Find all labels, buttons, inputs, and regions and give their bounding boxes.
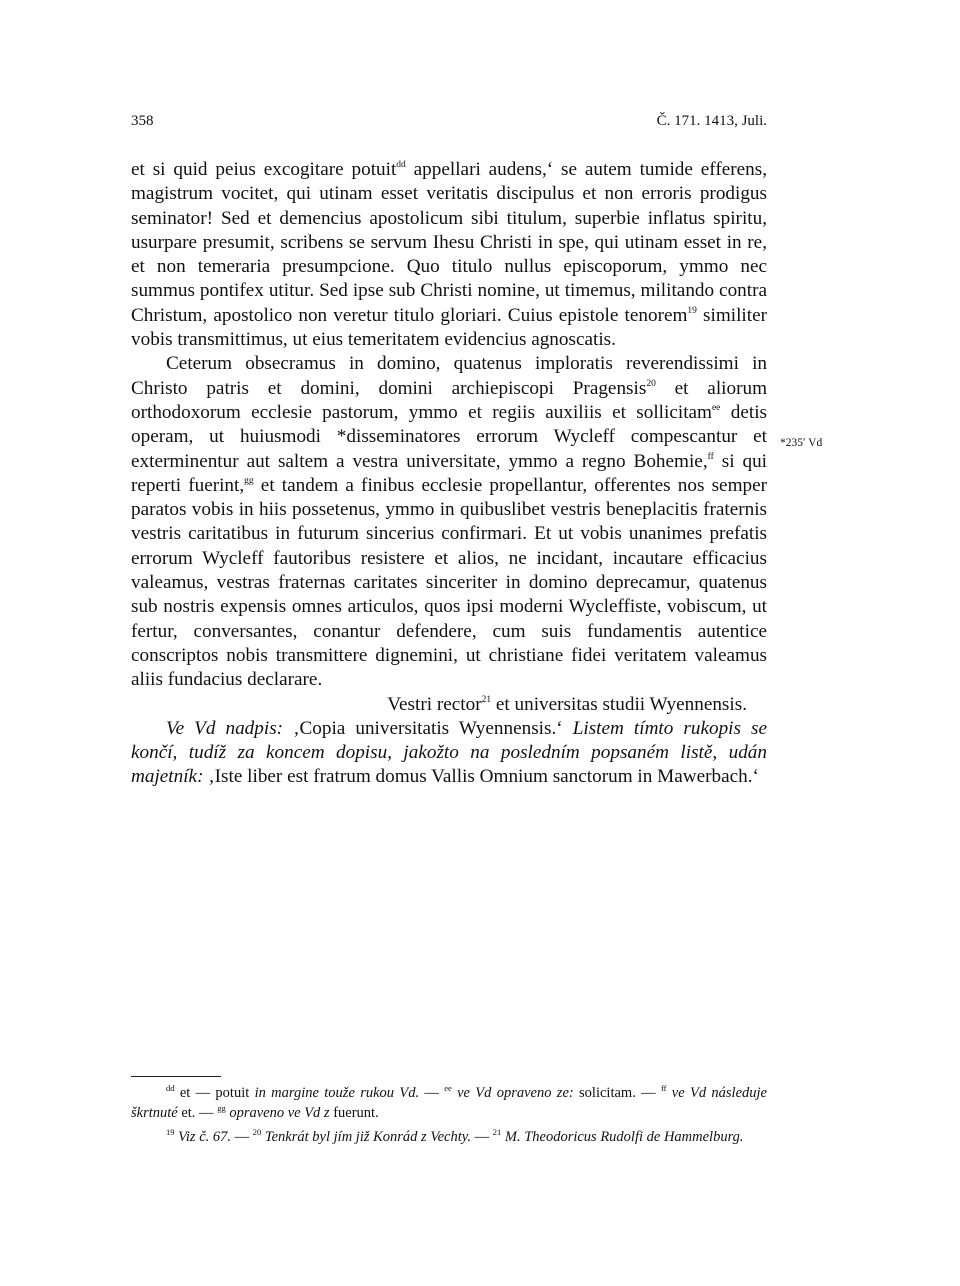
footnotes: [131, 1083, 767, 1147]
italic-run: ve Vd následuje škrtnuté: [131, 1085, 767, 1121]
page-number: 358: [131, 113, 154, 129]
footnote-mark: ff: [707, 451, 714, 462]
text-run: similiter vobis transmittimus, ut eius temeritatem evidencius agnoscatis.: [131, 304, 767, 351]
running-header: [131, 113, 767, 137]
footnote-rule: [131, 1076, 221, 1077]
main-text: [131, 158, 767, 790]
text-run: et. —: [177, 1105, 218, 1121]
footnote-mark: ee: [444, 1083, 452, 1093]
footnote-mark: 20: [646, 378, 656, 389]
text-run: detis operam, ut huiusmodi *disseminatores errorum Wycleff compescantur et exterminentur aut saltem a vestra universitate, ymmo a regno Bohemie,: [131, 401, 767, 472]
text-run: et tandem a finibus ecclesie propellantur, offerentes nos semper paratos vobis in hiis possetenus, ymmo in quibuslibet vestris beneplacitis fraternis vestris caritatibus in futurum sincerius confirmari. Et ut vobis unanimes prefatis errorum Wycleff fautoribus resistere et alios, ne incidant, incautare efficacius valeamus, vestras fraternas caritates sinceriter in domino deprecamur, quatenus sub nostris expensis omnes articulos, quos ipsi moderni Wycleffiste, vobiscum, ut fertur, conversantes, conantur defendere, cum suis fundamentis autentice conscriptos nobis transmittere dignemini, ut christiane fidei veritatem valeamus aliis fundacius declarare.: [131, 474, 767, 691]
footnote-mark: ee: [711, 402, 721, 413]
italic-run: M. Theodoricus Rudolfi de Hammelburg.: [501, 1129, 744, 1145]
footnote-mark: dd: [166, 1083, 175, 1093]
italic-run: Tenkrát byl jím již Konrád z Vechty.: [261, 1129, 471, 1145]
italic-run: opraveno ve Vd z: [225, 1105, 330, 1121]
footnote-mark: 20: [252, 1127, 262, 1137]
text-run: et — potuit: [174, 1085, 255, 1101]
footnote-mark: 21: [481, 694, 492, 705]
text-run: et aliorum orthodoxorum ecclesie pastorum, ymmo et regiis auxiliis et sollicitam: [131, 377, 767, 423]
text-run: solicitam. —: [573, 1085, 661, 1101]
textual-footnotes: [131, 1083, 767, 1123]
document-reference: Č. 171. 1413, Juli.: [656, 113, 767, 129]
footnote-mark: 21: [492, 1127, 502, 1137]
italic-run: in margine touže rukou Vd.: [254, 1085, 420, 1101]
text-run: ‚Copia universitatis Wyennensis.‘: [283, 717, 573, 739]
text-run: Ceterum obsecramus in domino, quatenus imploratis reverendissimi in Christo patris et domini, domini archiepiscopi Pragensis: [131, 353, 767, 399]
footnote-mark: gg: [244, 475, 254, 486]
text-run: appellari audens,‘ se autem tumide efferens, magistrum vocitet, qui utinam esset veritatis discipulus et non erroris prodigus seminator! Sed et demencius apostolicum sibi titulum, superbie inflatus spiritu, usurpare presumit, scribens se servum Ihesu Christi in spe, qui utinam esset in re, et non temeraria presumpcione. Quo titulo nullus episcoporum, ymmo nec summus pontifex utitur. Sed ipse sub Christi nomine, ut timemus, militando contra Christum, apostolico non veretur titulo gloriari. Cuius epistole tenorem: [131, 159, 767, 326]
text-run: et si quid peius excogitare potuit: [131, 159, 397, 180]
signature: [131, 693, 767, 717]
footnote-mark: 19: [166, 1127, 175, 1137]
footnote-mark: 19: [687, 305, 697, 316]
footnote-mark: dd: [396, 160, 406, 170]
text-run: ‚Iste liber est fratrum domus Vallis Omnium sanctorum in Mawerbach.‘: [203, 766, 759, 788]
italic-run: ve Vd opraveno ze:: [451, 1085, 574, 1101]
text-run: fuerunt.: [329, 1105, 379, 1121]
footnote-mark: ff: [660, 1083, 667, 1093]
historical-footnotes: [131, 1127, 767, 1147]
italic-run: Ve Vd nadpis:: [166, 717, 284, 739]
text-run: et universitas studii Wyennensis.: [491, 693, 747, 715]
editorial-note: [131, 717, 767, 790]
text-run: —: [470, 1129, 493, 1145]
text-run: si qui reperti fuerint,: [131, 450, 767, 496]
italic-run: Listem tímto rukopis se končí, tudíž za koncem dopisu, jakožto na posledním popsaném listě, udán majetník:: [131, 717, 767, 788]
paragraph-2: [131, 352, 767, 692]
footnote-mark: gg: [217, 1103, 226, 1113]
text-run: Vestri rector: [387, 693, 482, 715]
text-run: —: [231, 1129, 253, 1145]
italic-run: Viz č. 67.: [174, 1129, 232, 1145]
margin-folio-note: *235ʹ Vd: [780, 437, 823, 449]
paragraph-1: [131, 158, 767, 352]
text-run: —: [419, 1085, 445, 1101]
